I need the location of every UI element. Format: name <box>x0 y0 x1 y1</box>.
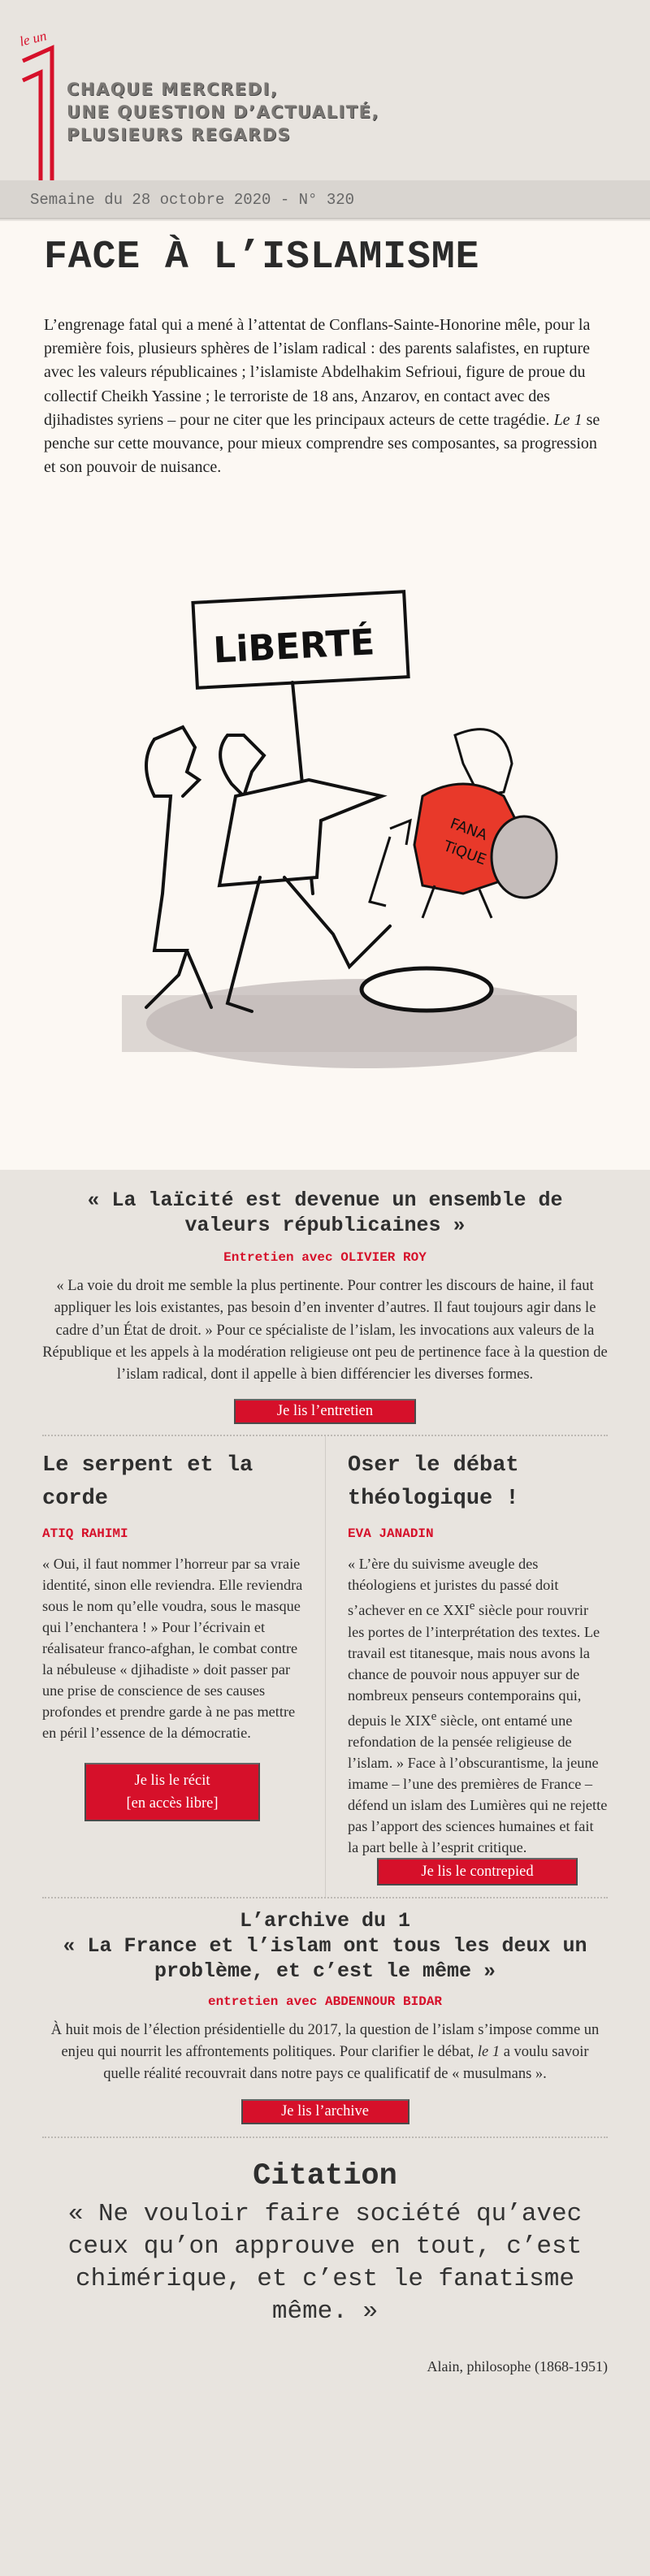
citation-author: Alain, philosophe (1868-1951) <box>427 2357 608 2375</box>
column-byline: EVA JANADIN <box>348 1526 434 1542</box>
column-article <box>42 1436 325 1896</box>
read-archive-button[interactable]: Je lis l’archive <box>241 2099 410 2124</box>
interview-byline: Entretien avec OLIVIER ROY <box>223 1250 427 1265</box>
sign-text: LiBERTÉ <box>212 621 376 672</box>
citation-heading: Citation <box>253 2158 397 2193</box>
summary-italic: le 1 <box>477 2043 500 2060</box>
divider <box>42 1897 608 1898</box>
tagline-line: UNE QUESTION D’ACTUALITÉ, <box>67 102 379 122</box>
articles-section <box>0 1170 650 2378</box>
intro-text: L’engrenage fatal qui a mené à l’attentat de Conflans-Sainte-Honorine mêle, pour la première fois, plusieurs sphères de l’islam radical : des parents salafistes, en rupture avec les valeurs républicaines ; l’islamiste Abdelhakim Sefrioui, figure de proue du collectif Cheikh Yassine ; le terroriste de 18 ans, Anzarov, en contact avec des djihadistes syriens – pour ne citer que les principaux acteurs de cette tragédie. <box>44 316 591 429</box>
archive-summary <box>42 2020 608 2086</box>
page-title: FACE À L’ISLAMISME <box>44 236 480 279</box>
interview-summary: « La voie du droit me semble la plus pertinente. Pour contrer les discours de haine, il faut appliquer les lois existantes, pas besoin d’en inventer d’autres. Il faut toujours agir dans le cadre d’un État de droit. » Pour ce spécialiste de l’islam, les invocations aux valeurs de la République et les appels à la modération religieuse ont peu de pertinence face à la question de l’islam radical, dont il appelle à bien différencier les diverses formes. <box>42 1278 608 1383</box>
illustration <box>122 552 577 1072</box>
logo-wordmark: le un <box>18 28 49 50</box>
archive-kicker: L’archive du 1 <box>239 1908 411 1933</box>
archive-byline: entretien avec ABDENNOUR BIDAR <box>207 1994 443 2009</box>
tagline <box>67 78 379 146</box>
issue-bar <box>0 180 650 219</box>
shirt-text: FANA <box>448 815 490 845</box>
column-summary <box>348 1553 608 1857</box>
newsletter-header <box>0 0 650 180</box>
summary-text: a voulu savoir quelle réalité recouvrait dans notre pays ce qualificatif de « musulmans ». <box>103 2043 589 2083</box>
summary-text: siècle, ont entamé une refondation de la pensée religieuse de l’islam. » Face à l’obscurantisme, la jeune imame – l’une des premières de France – défend un islam des Lumières qui ne rejette pas l’apport des sciences humaines et fait la part belle à l’esprit critique. <box>348 1712 608 1855</box>
issue-date: Semaine du 28 octobre 2020 - N° 320 <box>30 191 355 209</box>
column-headline: Le serpent et la corde <box>42 1453 254 1512</box>
tagline-line: CHAQUE MERCREDI, <box>67 80 279 99</box>
intro-text: se penche sur cette mouvance, pour mieux comprendre ses composantes, sa progression et son pouvoir de nuisance. <box>44 410 600 477</box>
button-label: [en accès libre] <box>126 1795 219 1812</box>
intro-paragraph <box>44 314 613 479</box>
column-byline: ATIQ RAHIMI <box>42 1526 128 1542</box>
read-story-button[interactable] <box>84 1763 260 1821</box>
column-summary: « Oui, il faut nommer l’horreur par sa vraie identité, sinon elle reviendra. Elle reviendra sous le nom qu’elle voudra, sous le masque qui l’enchantera ! » Pour l’écrivain et réalisateur franco-afghan, le combat contre la nébuleuse « djihadiste » doit passer par une prise de conscience de ses causes profondes et prendre garde à ne pas mettre en péril l’essence de la démocratie. <box>42 1556 303 1742</box>
column-headline: Oser le débat théologique ! <box>348 1453 519 1512</box>
column-article <box>325 1436 608 1896</box>
superscript: e <box>469 1599 475 1613</box>
read-interview-button[interactable]: Je lis l’entretien <box>234 1399 416 1424</box>
shirt-text: TiQUE <box>441 838 489 869</box>
summary-text: « L’ère du suivisme aveugle des théologiens et juristes du passé doit s’achever en ce XXI <box>348 1556 559 1619</box>
divider <box>42 2137 608 2138</box>
tagline-line: PLUSIEURS REGARDS <box>67 125 292 145</box>
interview-headline: « La laïcité est devenue un ensemble de valeurs républicaines » <box>87 1188 563 1237</box>
superscript: e <box>431 1708 437 1723</box>
summary-text: siècle pour rouvrir les portes de l’interprétation des textes. Le travail est titanesque, mais nous avons la chance de pouvoir nous appuyer sur de nombreux penseurs contemporains qui, depuis le XIX <box>348 1602 600 1729</box>
button-label: Je lis le récit <box>134 1773 210 1790</box>
citation-quote: « Ne vouloir faire société qu’avec ceux qu’on approuve en tout, c’est chimérique, et c’est le fanatisme même. » <box>67 2199 583 2326</box>
intro-italic: Le 1 <box>553 410 583 429</box>
read-counterpoint-button[interactable]: Je lis le contrepied <box>377 1858 578 1885</box>
summary-text: À huit mois de l’élection présidentielle du 2017, la question de l’islam s’impose comme un enjeu qui nourrit les affrontements politiques. Pour clarifier le débat, <box>50 2021 600 2060</box>
archive-headline: « La France et l’islam ont tous les deux un problème, et c’est le même » <box>63 1933 587 1983</box>
two-column-articles <box>42 1436 608 1896</box>
